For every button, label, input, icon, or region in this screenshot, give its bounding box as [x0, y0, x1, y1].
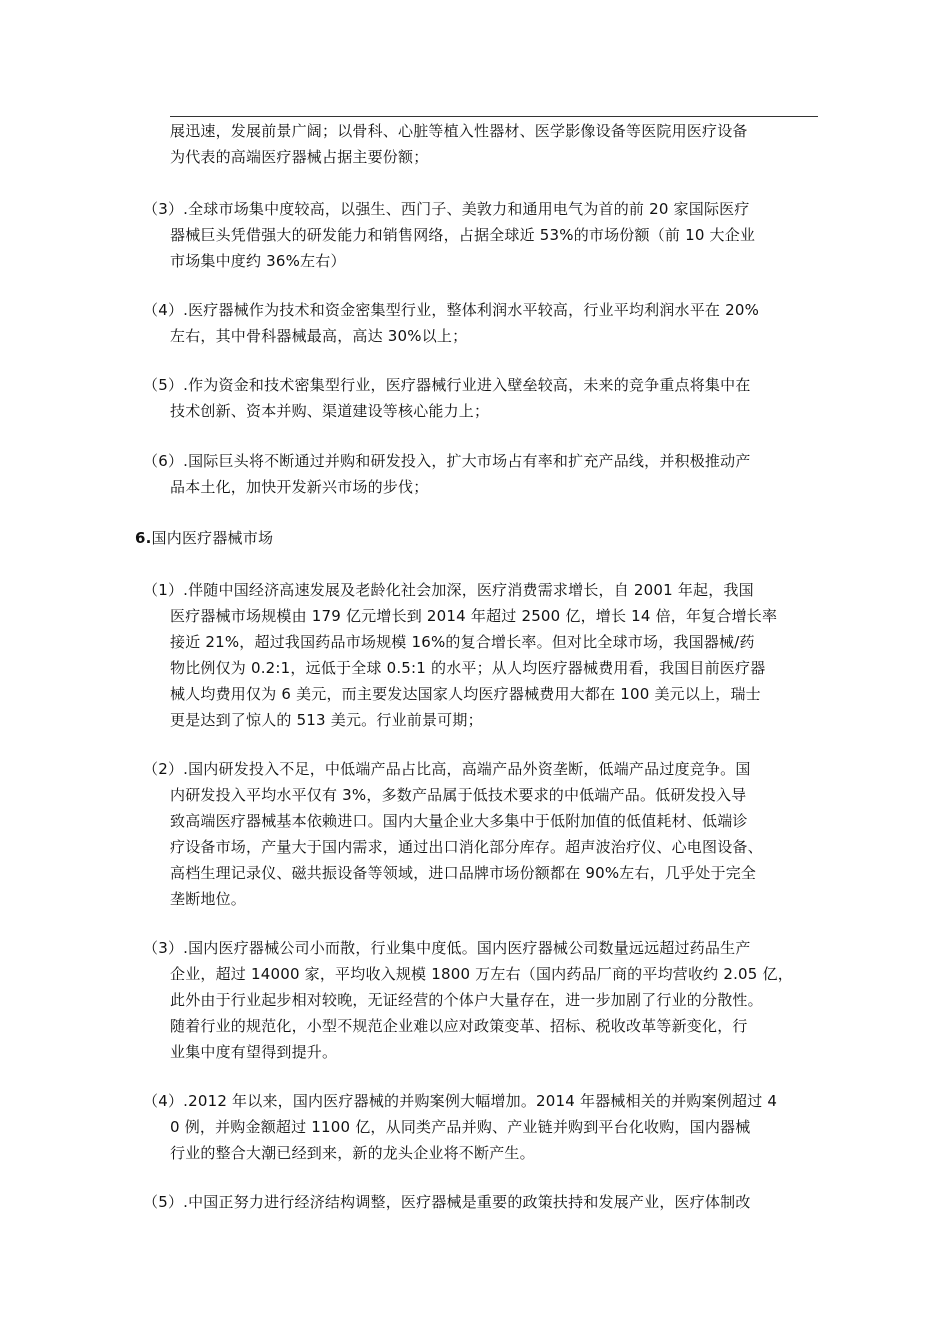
- list-item-line: 此外由于行业起步相对较晚，无证经营的个体户大量存在，进一步加剧了行业的分散性。: [170, 991, 763, 1009]
- paragraph-line: 为代表的高端医疗器械占据主要份额；: [170, 148, 429, 166]
- list-item-line: 左右，其中骨科器械最高，高达 30%以上；: [170, 327, 468, 345]
- list-item-line: 随着行业的规范化，小型不规范企业难以应对政策变革、招标、税收改革等新变化，行: [170, 1017, 748, 1035]
- paragraph-line: 展迅速，发展前景广阔；以骨科、心脏等植入性器材、医学影像设备等医院用医疗设备: [170, 122, 748, 140]
- list-item-line: （3）.国内医疗器械公司小而散，行业集中度低。国内医疗器械公司数量远远超过药品生产: [143, 939, 751, 957]
- list-item-line: 垄断地位。: [170, 890, 247, 908]
- list-item-line: （4）.2012 年以来，国内医疗器械的并购案例大幅增加。2014 年器械相关的并购案例超过 4: [143, 1092, 778, 1110]
- section-number: 6.: [135, 529, 152, 547]
- list-item-line: 内研发投入平均水平仅有 3%，多数产品属于低技术要求的中低端产品。低研发投入导: [170, 786, 747, 804]
- list-item-line: （1）.伴随中国经济高速发展及老龄化社会加深，医疗消费需求增长，自 2001 年起，我国: [143, 581, 754, 599]
- section-title: 国内医疗器械市场: [151, 529, 274, 547]
- list-item-line: 疗设备市场，产量大于国内需求，通过出口消化部分库存。超声波治疗仪、心电图设备、: [170, 838, 763, 856]
- list-item-line: 物比例仅为 0.2:1，远低于全球 0.5:1 的水平；从人均医疗器械费用看，我国目前医疗器: [170, 659, 766, 677]
- list-item-line: （4）.医疗器械作为技术和资金密集型行业，整体利润水平较高，行业平均利润水平在 20%: [143, 301, 760, 319]
- list-item-line: 致高端医疗器械基本依赖进口。国内大量企业大多集中于低附加值的低值耗材、低端诊: [170, 812, 748, 830]
- list-item-line: 器械巨头凭借强大的研发能力和销售网络，占据全球近 53%的市场份额（前 10 大企业: [170, 226, 756, 244]
- list-item-line: （5）.作为资金和技术密集型行业，医疗器械行业进入壁垒较高，未来的竞争重点将集中在: [143, 376, 751, 394]
- list-item-line: 品本土化，加快开发新兴市场的步伐；: [170, 478, 429, 496]
- list-item-line: 行业的整合大潮已经到来，新的龙头企业将不断产生。: [170, 1144, 535, 1162]
- list-item-line: 0 例，并购金额超过 1100 亿，从同类产品并购、产业链并购到平台化收购，国内器械: [170, 1118, 751, 1136]
- list-item-line: （3）.全球市场集中度较高，以强生、西门子、美敦力和通用电气为首的前 20 家国际医疗: [143, 200, 750, 218]
- list-item-line: （5）.中国正努力进行经济结构调整，医疗器械是重要的政策扶持和发展产业，医疗体制改: [143, 1193, 751, 1211]
- list-item-line: 市场集中度约 36%左右）: [170, 252, 346, 270]
- list-item-line: 更是达到了惊人的 513 美元。行业前景可期；: [170, 711, 483, 729]
- list-item-line: 械人均费用仅为 6 美元，而主要发达国家人均医疗器械费用大都在 100 美元以上，瑞士: [170, 685, 761, 703]
- section-heading: [135, 525, 273, 551]
- list-item-line: 接近 21%，超过我国药品市场规模 16%的复合增长率。但对比全球市场，我国器械/药: [170, 633, 755, 651]
- list-item-line: 企业，超过 14000 家，平均收入规模 1800 万左右（国内药品厂商的平均营收约 2.05 亿，: [170, 965, 793, 983]
- list-item-line: 业集中度有望得到提升。: [170, 1043, 338, 1061]
- list-item-line: （6）.国际巨头将不断通过并购和研发投入，扩大市场占有率和扩充产品线，并积极推动产: [143, 452, 751, 470]
- list-item-line: 高档生理记录仪、磁共振设备等领域，进口品牌市场份额都在 90%左右，几乎处于完全: [170, 864, 757, 882]
- list-item-line: 医疗器械市场规模由 179 亿元增长到 2014 年超过 2500 亿，增长 14 倍，年复合增长率: [170, 607, 778, 625]
- list-item-line: 技术创新、资本并购、渠道建设等核心能力上；: [170, 402, 490, 420]
- header-rule: [170, 116, 818, 117]
- list-item-line: （2）.国内研发投入不足，中低端产品占比高，高端产品外资垄断，低端产品过度竞争。国: [143, 760, 751, 778]
